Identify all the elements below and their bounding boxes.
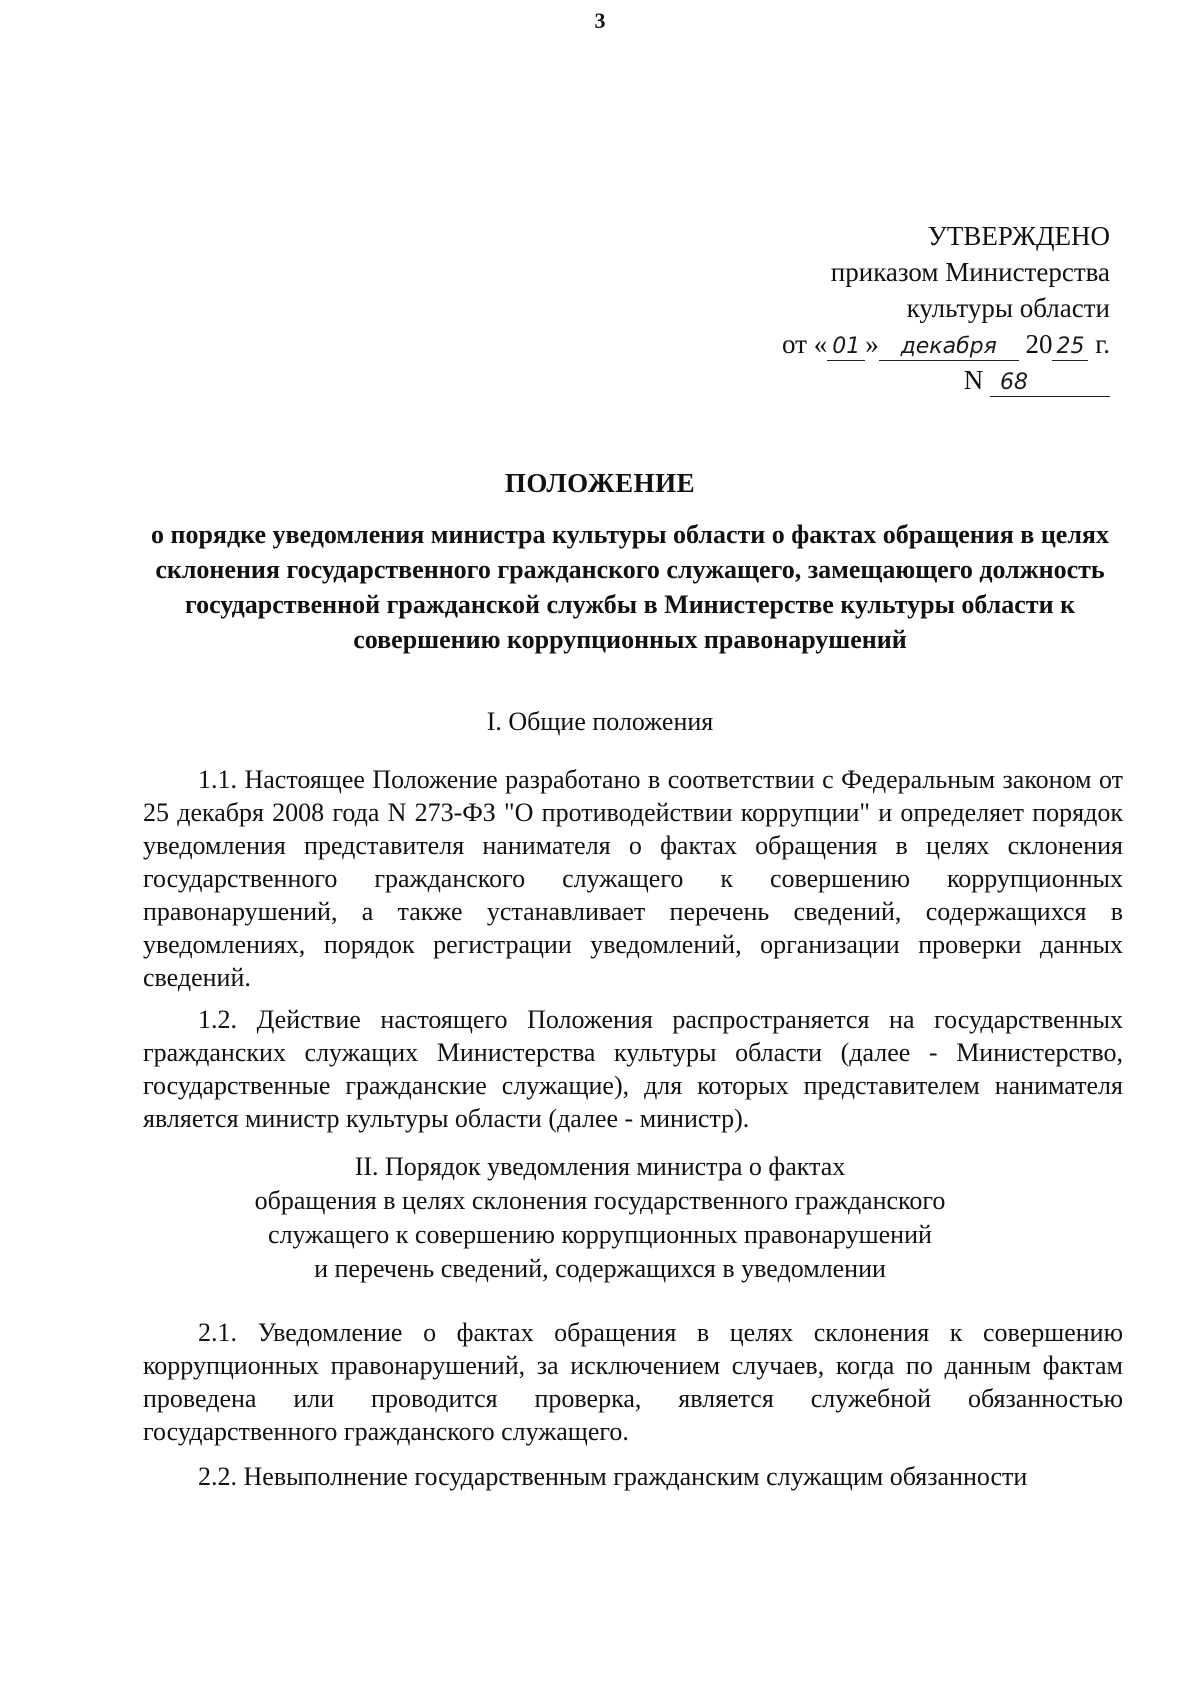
handwritten-number: 68 bbox=[990, 370, 1110, 397]
approval-line-ministry: культуры области bbox=[906, 293, 1110, 323]
approval-date-line bbox=[550, 326, 1110, 362]
section-1-heading: I. Общие положения bbox=[486, 707, 714, 736]
paragraph-1-2: 1.2. Действие настоящего Положения распространяется на государственных гражданских служащих Министерства культуры области (далее - Министерство, государственные гражданские служащие), для которых представителем нанимателя является министр культуры области (далее - министр). bbox=[143, 1005, 1123, 1133]
section-2-heading-line-4: и перечень сведений, содержащихся в уведомлении bbox=[314, 1254, 886, 1283]
paragraph-1-1: 1.1. Настоящее Положение разработано в соответствии с Федеральным законом от 25 декабря 2008 года N 273-ФЗ "О противодействии коррупции" и определяет порядок уведомления представителя нанимателя о фактах обращения в целях склонения государственного гражданского служащего к совершению коррупционных правонарушений, а также устанавливает перечень сведений, содержащихся в уведомлениях, порядок регистрации уведомлений, организации проверки данных сведений. bbox=[143, 765, 1123, 992]
approval-line-order: приказом Министерства bbox=[830, 257, 1110, 287]
paragraph-2-2: 2.2. Невыполнение государственным гражданским служащим обязанности bbox=[198, 1462, 1028, 1491]
section-2-heading-line-2: обращения в целях склонения государственного гражданского bbox=[254, 1186, 946, 1215]
date-mid: » bbox=[865, 329, 879, 359]
paragraph-2-1: 2.1. Уведомление о фактах обращения в целях склонения к совершению коррупционных правонарушений, за исключением случаев, когда по данным фактам проведена или проводится проверка, является служебной обязанностью государственного гражданского служащего. bbox=[143, 1318, 1123, 1446]
section-2-heading-line-1: II. Порядок уведомления министра о фактах bbox=[354, 1152, 846, 1181]
document-subtitle: о порядке уведомления министра культуры области о фактах обращения в целях склонения государственного гражданского служащего, замещающего должность государственной гражданской службы в Министерстве культуры области к совершению коррупционных правонарушений bbox=[150, 520, 1109, 654]
date-prefix: от « bbox=[782, 329, 828, 359]
number-prefix: N bbox=[963, 365, 984, 395]
section-2-heading bbox=[0, 1150, 1200, 1286]
approval-title: УТВЕРЖДЕНО bbox=[927, 221, 1110, 251]
handwritten-day: 01 bbox=[827, 334, 865, 361]
date-century: 20 bbox=[1025, 329, 1053, 359]
approval-block bbox=[550, 218, 1110, 398]
approval-number-line bbox=[550, 362, 1110, 398]
handwritten-year: 25 bbox=[1052, 334, 1088, 361]
page-number: 3 bbox=[594, 8, 606, 33]
date-suffix: г. bbox=[1095, 329, 1110, 359]
document-title: ПОЛОЖЕНИЕ bbox=[504, 468, 696, 498]
section-2-heading-line-3: служащего к совершению коррупционных правонарушений bbox=[268, 1220, 932, 1249]
handwritten-month: декабря bbox=[879, 334, 1019, 361]
